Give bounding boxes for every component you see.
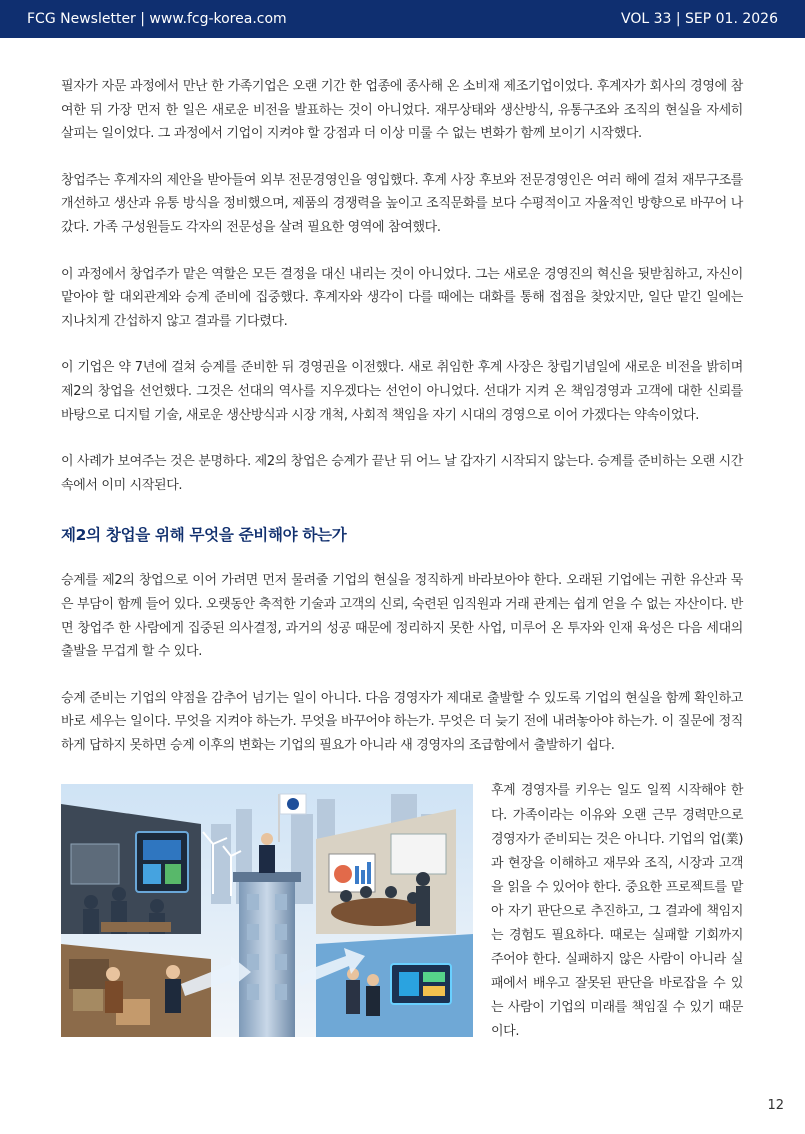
page-number: 12 [767, 1098, 784, 1113]
paragraph-2: 창업주는 후계자의 제안을 받아들여 외부 전문경영인을 영입했다. 후계 사장 후보와 전문경영인은 여러 해에 걸쳐 재무구조를 개선하고 생산과 유통 방식을 정비했으며, 제품의 경쟁력을 높이고 조직문화를 보다 수평적이고 자율적인 방향으로 바꾸어 나갔다. 가족 구성원들도 각자의 전문성을 살려 필요한 영역에 참여했다. [61, 172, 743, 235]
article-body [61, 75, 743, 1045]
section-title: 제2의 창업을 위해 무엇을 준비해야 하는가 [61, 526, 347, 545]
header-issue: VOL 33 | SEP 01. 2026 [620, 11, 778, 27]
side-paragraph: 후계 경영자를 키우는 일도 일찍 시작해야 한다. 가족이라는 이유와 오랜 근무 경력만으로 경영자가 준비되는 것은 아니다. 기업의 업(業)과 현장을 이해하고 재무와 조직, 시장과 고객을 읽을 수 있어야 한다. 중요한 프로젝트를 맡아 자기 판단으로 추진하고, 그 결과에 책임지는 경험도 필요하다. 때로는 실패할 기회까지 주어야 한다. 실패하지 않은 사람이 아니라 실패에서 배우고 잘못된 판단을 바로잡을 수 있는 사람이 기업의 미래를 책임질 수 있기 때문이다. [491, 783, 743, 1040]
header-publication: FCG Newsletter | www.fcg-korea.com [27, 11, 287, 27]
paragraph-3: 이 과정에서 창업주가 맡은 역할은 모든 결정을 대신 내리는 것이 아니었다. 그는 새로운 경영진의 혁신을 뒷받침하고, 자신이 맡아야 할 대외관계와 승계 준비에 집중했다. 후계자와 생각이 다를 때에는 대화를 통해 접점을 찾았지만, 일단 맡긴 일에는 지나치게 간섭하지 않고 결과를 기다렸다. [61, 266, 743, 329]
newsletter-header [0, 0, 805, 38]
paragraph-1: 필자가 자문 과정에서 만난 한 가족기업은 오랜 기간 한 업종에 종사해 온 소비재 제조기업이었다. 후계자가 회사의 경영에 참여한 뒤 가장 먼저 한 일은 새로운 비전을 발표하는 것이 아니었다. 재무상태와 생산방식, 유통구조와 조직의 현실을 자세히 살피는 일이었다. 그 과정에서 기업이 지켜야 할 강점과 더 이상 미룰 수 없는 변화가 함께 보이기 시작했다. [61, 79, 743, 142]
illustration-row [61, 779, 743, 1044]
paragraph-5: 이 사례가 보여주는 것은 분명하다. 제2의 창업은 승계가 끝난 뒤 어느 날 갑자기 시작되지 않는다. 승계를 준비하는 오랜 시간 속에서 이미 시작된다. [61, 454, 743, 493]
section-paragraph-1: 승계를 제2의 창업으로 이어 가려면 먼저 물려줄 기업의 현실을 정직하게 바라보아야 한다. 오래된 기업에는 귀한 유산과 묵은 부담이 함께 들어 있다. 오랫동안 축적한 기술과 고객의 신뢰, 숙련된 임직원과 거래 관계는 쉽게 얻을 수 없는 자산이다. 반면 창업주 한 사람에게 집중된 의사결정, 과거의 성공 때문에 정리하지 못한 사업, 미루어 온 투자와 인재 육성은 다음 세대의 출발을 무겁게 할 수 있다. [61, 573, 743, 660]
succession-illustration [61, 784, 473, 1037]
section-paragraph-2: 승계 준비는 기업의 약점을 감추어 넘기는 일이 아니다. 다음 경영자가 제대로 출발할 수 있도록 기업의 현실을 함께 확인하고 바로 세우는 일이다. 무엇을 지켜야 하는가. 무엇을 바꾸어야 하는가. 무엇은 더 늦기 전에 내려놓아야 하는가. 이 질문에 정직하게 답하지 못하면 승계 이후의 변화는 기업의 필요가 아니라 새 경영자의 조급함에서 출발하기 쉽다. [61, 690, 743, 753]
paragraph-4: 이 기업은 약 7년에 걸쳐 승계를 준비한 뒤 경영권을 이전했다. 새로 취임한 후계 사장은 창립기념일에 새로운 비전을 밝히며 제2의 창업을 선언했다. 그것은 선대의 역사를 지우겠다는 선언이 아니었다. 선대가 지켜 온 책임경영과 고객에 대한 신뢰를 바탕으로 디지털 기술, 새로운 생산방식과 시장 개척, 사회적 책임을 자기 시대의 경영으로 이어 가겠다는 약속이었다. [61, 360, 743, 423]
